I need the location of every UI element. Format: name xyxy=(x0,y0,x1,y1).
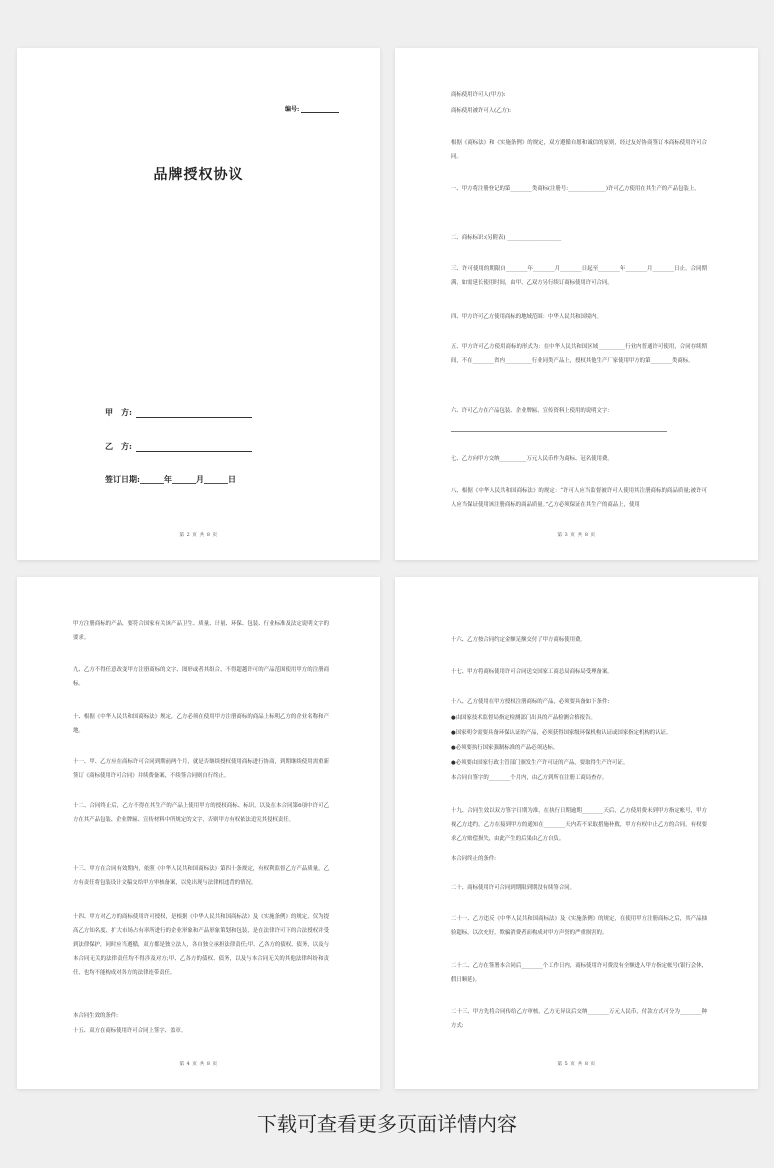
party-b-label: 乙 方: xyxy=(105,441,132,451)
party-b-blank xyxy=(136,450,252,452)
document-title: 品牌授权协议 xyxy=(153,167,244,183)
paragraph: 十四、甲方对乙方的商标使用许可授权，是根据《中华人民共和国商标法》及《实施条例》的规定，仅为提高乙方知名度、扩大市场占有率所进行的企业形象和产品形象策划和包装，是在法律许可下的合法授权并受到法律保护，同时应当遵循，双方都是独立法人，各自独立承担法律责任;甲、乙各方的债权、债务，以及与本合同无关的法律责任均不得涉及对方;甲、乙各方的债权、债务，以及与本合同无关的其他法律纠纷和责任，也均不能构成对各方的法律连带责任。 xyxy=(73,914,329,976)
paragraph: 十三、甲方在合同有效期内，依照《中华人民共和国商标法》第四十条规定，有权利监督乙方产品质量，乙方有责任将包装设计文稿交给甲方审核备案，以免出现与法律相违背的情况。 xyxy=(73,866,329,886)
paragraph: 十一、甲、乙方应在商标许可合同到期前两个月，就是否继续授权使用商标进行协商，到期继续使用需重新签订《商标使用许可合同》并续费备案，不续签合同则自行终止。 xyxy=(73,759,329,779)
serial-number-blank xyxy=(301,111,339,113)
paragraph: 八、根据《中华人民共和国商标法》的规定：“许可人应当监督被许可人使用其注册商标的商品质量;被许可人应当保证使用该注册商标的商品质量。”乙方必须保证在其生产的商品上，使用 xyxy=(451,488,707,508)
paragraph: 本合同自签字的________个月内，由乙方到所在注册工商局查存。 xyxy=(451,775,608,781)
paragraph: ●必须要执行国家强制标准的产品必须达标。 xyxy=(451,745,559,751)
paragraph: 商标使用许可人(甲方): xyxy=(451,92,506,98)
paragraph: 九、乙方不得任意改变甲方注册商标的文字、图形或者其组合，不得超越许可的产品范围使用甲方的注册商标。 xyxy=(73,667,329,687)
paragraph: 一、甲方将注册登记的第________类商标(注册号:______________)许可乙方使用在其生产的产品包装上。 xyxy=(451,186,700,192)
blank-line xyxy=(451,431,667,432)
paragraph: 七、乙方向甲方交纳__________万元人民币作为商标、冠名使用费。 xyxy=(451,456,613,462)
page-number: 第 2 页 共 8 页 xyxy=(179,533,218,538)
paragraph: ●必须要由国家行政主管部门颁发生产许可证的产品，要取得生产许可证。 xyxy=(451,760,629,766)
paragraph: 本合同生效的条件: xyxy=(73,1013,118,1019)
sign-date-line: 签订日期:______年______月______日 xyxy=(105,474,236,484)
paragraph: 二十、商标使用许可合同到期限到期没有续签合同。 xyxy=(451,885,575,891)
paragraph: 商标使用被许可人(乙方): xyxy=(451,108,511,114)
paragraph: 二十一、乙方违反《中华人民共和国商标法》及《实施条例》的规定，在使用甲方注册商标之后，其产品抽验超标，以次充好，欺骗消费者而构成对甲方声誉的严重损害的。 xyxy=(451,916,707,936)
party-a-label: 甲 方: xyxy=(105,407,132,417)
serial-number-label: 编号: xyxy=(285,106,300,113)
paragraph: 十六、乙方按合同约定金额足额交付了甲方商标使用费。 xyxy=(451,637,586,643)
paragraph: 十二、合同终止后，乙方不得在其生产的产品上使用甲方的授权商标、标识，以及在本合同第6项中许可乙方在其产品包装、企业牌匾、宣传材料中所规定的文字，否则甲方有权依法追究其侵权责任。 xyxy=(73,803,329,823)
paragraph: 甲方注册商标的产品，要符合国家有关该产品卫生、质量、计量、环保、包装、行业标准及法定说明文字的要求。 xyxy=(73,621,329,641)
serial-number-field xyxy=(285,104,339,113)
party-a-blank xyxy=(136,416,252,418)
page-number: 第 5 页 共 8 页 xyxy=(557,1062,596,1067)
paragraph: 二十三、甲方先将合同传给乙方审核，乙方无异议后交纳________万元人民币，付款方式可分为________种方式: xyxy=(451,1009,707,1029)
paragraph: 二十二、乙方在签署本合同后________个工作日内，商标使用许可费没有全额进入甲方指定帐号(银行会休，假日顺延)。 xyxy=(451,963,707,983)
paragraph: ●由国家技术监督局指定检测部门出具的产品检测合格报告。 xyxy=(451,715,596,721)
party-a-line xyxy=(105,407,252,418)
paragraph: 十、根据《中华人民共和国商标法》规定，乙方必须在使用甲方注册商标的商品上标明乙方的企业名称和产地。 xyxy=(73,714,329,734)
party-b-line xyxy=(105,441,252,452)
paragraph: 十七、甲方将商标使用许可合同送交国家工商总局商标局受理备案。 xyxy=(451,669,613,675)
document-page-4 xyxy=(395,577,758,1089)
paragraph: 二、商标标识:(另附表) ____________________ xyxy=(451,235,562,241)
paragraph: 五、甲方许可乙方使用商标的形式为：在中华人民共和国区域__________行业内普通许可使用，合同存续期间，不在________省内__________行业同类产品上，授权其他生产厂家使用甲方的第________类商标。 xyxy=(451,344,707,364)
paragraph: 六、许可乙方在产品包装、企业牌匾、宣传资料上使用的说明文字： xyxy=(451,408,613,414)
paragraph: 四、甲方许可乙方使用商标的地域范围：中华人民共和国境内。 xyxy=(451,314,602,320)
document-page-3 xyxy=(17,577,380,1089)
paragraph: ●国家明令需要具备环保认证的产品，必须获得国家级环保机构认证或国家指定机构的认证。 xyxy=(451,730,672,736)
caption-download-more[interactable]: 下载可查看更多页面详情内容 xyxy=(257,1112,517,1136)
page-number: 第 3 页 共 8 页 xyxy=(557,533,596,538)
paragraph: 十五、双方在商标使用许可合同上签字、盖章。 xyxy=(73,1028,187,1034)
paragraph: 十九、合同生效以双方签字日期为准，在执行日期逾期________天后，乙方使用费未到甲方指定帐号，甲方视乙方违约。乙方在接到甲方的通知在________天内若不采取措施补救，甲方有权中止乙方的合同，有权要求乙方赔偿损失，由此产生的后果由乙方自负。 xyxy=(451,808,707,842)
page-number: 第 4 页 共 8 页 xyxy=(179,1062,218,1067)
document-page-cover xyxy=(17,48,380,560)
document-page-2 xyxy=(395,48,758,560)
paragraph: 三、许可使用的期限自________年________月________日起至________年________月________日止。合同期满，如需延长使用时间，由甲、乙双方另行续订商标使用许可合同。 xyxy=(451,266,707,286)
paragraph: 本合同终止的条件: xyxy=(451,856,496,862)
paragraph: 十八、乙方使用在甲方授权注册商标的产品，必须要具备如下条件: xyxy=(451,699,610,705)
paragraph: 根据《商标法》和《实施条例》的规定，双方遵循自愿和诚信的原则，经过友好协商签订本商标使用许可合同。 xyxy=(451,140,707,160)
